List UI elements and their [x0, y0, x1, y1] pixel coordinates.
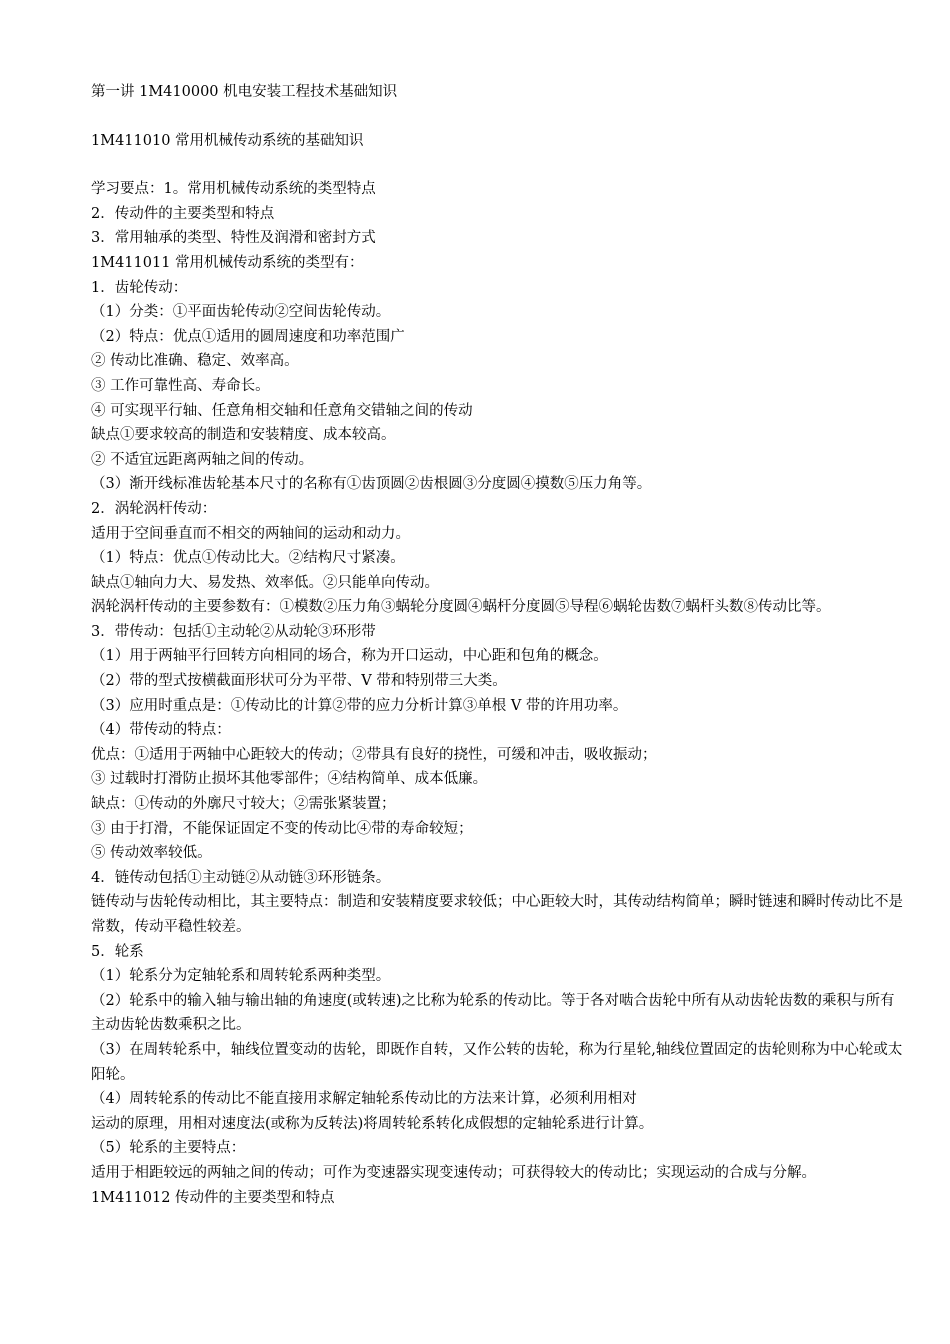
paragraph: （4）带传动的特点：: [91, 722, 231, 739]
paragraph: （3）渐开线标准齿轮基本尺寸的名称有①齿顶圆②齿根圆③分度圆④摸数⑤压力角等。: [91, 476, 652, 493]
paragraph: （5）轮系的主要特点：: [91, 1140, 246, 1157]
paragraph: 1．齿轮传动：: [91, 279, 188, 296]
paragraph: 涡轮涡杆传动的主要参数有：①模数②压力角③蜗轮分度圆④蜗杆分度圆⑤导程⑥蜗轮齿数⑦蜗杆头数⑧传动比等。: [91, 599, 831, 616]
paragraph: 学习要点：1。常用机械传动系统的类型特点: [91, 181, 376, 198]
paragraph: ③ 工作可靠性高、寿命长。: [91, 377, 270, 394]
paragraph: （4）周转轮系的传动比不能直接用求解定轴轮系传动比的方法来计算，必须利用相对: [91, 1091, 637, 1108]
paragraph: 5．轮系: [91, 943, 144, 960]
paragraph: 适用于空间垂直而不相交的两轴间的运动和动力。: [91, 525, 410, 542]
paragraph: 适用于相距较远的两轴之间的传动；可作为变速器实现变速传动；可获得较大的传动比；实现运动的合成与分解。: [91, 1164, 816, 1181]
paragraph: 1M411011 常用机械传动系统的类型有：: [91, 254, 364, 271]
paragraph: 缺点①要求较高的制造和安装精度、成本较高。: [91, 427, 396, 444]
paragraph: （1）分类：①平面齿轮传动②空间齿轮传动。: [91, 304, 391, 321]
paragraph: ③ 由于打滑，不能保证固定不变的传动比④带的寿命较短；: [91, 820, 473, 837]
paragraph: （1）轮系分为定轴轮系和周转轮系两种类型。: [91, 968, 391, 985]
document-page: [91, 80, 906, 1210]
paragraph: （2）轮系中的输入轴与输出轴的角速度(或转速)之比称为轮系的传动比。等于各对啮合齿轮中所有从动齿轮齿数的乘积与所有主动齿轮齿数乘积之比。: [91, 992, 895, 1034]
paragraph: （2）特点：优点①适用的圆周速度和功率范围广: [91, 328, 405, 345]
paragraph: ④ 可实现平行轴、任意角相交轴和任意角交错轴之间的传动: [91, 402, 473, 419]
paragraph: ⑤ 传动效率较低。: [91, 845, 212, 862]
paragraph: ② 传动比准确、稳定、效率高。: [91, 353, 299, 370]
paragraph: 3．带传动：包括①主动轮②从动轮③环形带: [91, 623, 376, 640]
paragraph: 运动的原理，用相对速度法(或称为反转法)将周转轮系转化成假想的定轴轮系进行计算。: [91, 1115, 654, 1132]
paragraph: （3）在周转轮系中，轴线位置变动的齿轮，即既作自转，又作公转的齿轮，称为行星轮,轴线位置固定的齿轮则称为中心轮或太阳轮。: [91, 1041, 903, 1083]
paragraph: （1）特点：优点①传动比大。②结构尺寸紧凑。: [91, 550, 405, 567]
document-body: [91, 177, 906, 1210]
paragraph: 缺点①轴向力大、易发热、效率低。②只能单向传动。: [91, 574, 439, 591]
paragraph: 优点：①适用于两轴中心距较大的传动；②带具有良好的挠性，可缓和冲击，吸收振动；: [91, 746, 657, 763]
paragraph: ③ 过载时打滑防止损坏其他零部件；④结构简单、成本低廉。: [91, 771, 488, 788]
paragraph: ② 不适宜远距离两轴之间的传动。: [91, 451, 314, 468]
paragraph: （1）用于两轴平行回转方向相同的场合，称为开口运动，中心距和包角的概念。: [91, 648, 608, 665]
paragraph: 2．传动件的主要类型和特点: [91, 205, 275, 222]
paragraph: 1M411012 传动件的主要类型和特点: [91, 1189, 335, 1206]
section-heading: 1M411010 常用机械传动系统的基础知识: [91, 132, 364, 149]
paragraph: 4．链传动包括①主动链②从动链③环形链条。: [91, 869, 391, 886]
document-title: 第一讲 1M410000 机电安装工程技术基础知识: [91, 84, 398, 100]
paragraph: 2．涡轮涡杆传动：: [91, 500, 217, 517]
paragraph: （3）应用时重点是：①传动比的计算②带的应力分析计算③单根 V 带的许用功率。: [91, 697, 628, 714]
paragraph: （2）带的型式按横截面形状可分为平带、V 带和特别带三大类。: [91, 673, 507, 690]
paragraph: 3．常用轴承的类型、特性及润滑和密封方式: [91, 230, 376, 247]
paragraph: 链传动与齿轮传动相比，其主要特点：制造和安装精度要求较低；中心距较大时，其传动结构简单；瞬时链速和瞬时传动比不是常数，传动平稳性较差。: [91, 894, 903, 935]
paragraph: 缺点：①传动的外廓尺寸较大；②需张紧装置；: [91, 796, 396, 813]
